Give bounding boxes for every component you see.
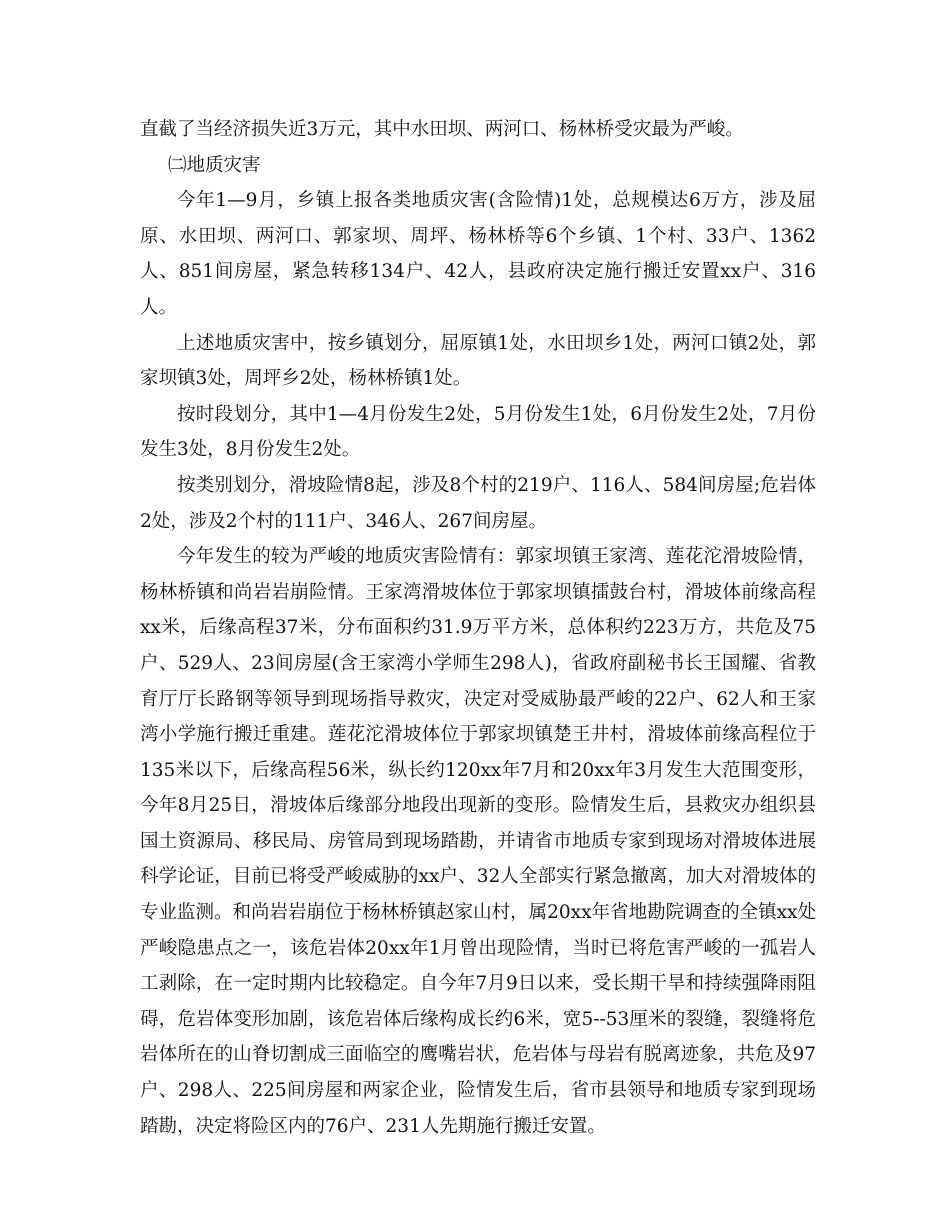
- paragraph-by-period: 按时段划分，其中1—4月份发生2处，5月份发生1处，6月份发生2处，7月份发生3处，8月份发生2处。: [140, 403, 816, 461]
- section-heading-geological-disaster: ㈡地质灾害: [168, 154, 261, 176]
- paragraph-by-category: 按类别划分，滑坡险情8起，涉及8个村的219户、116人、584间房屋;危岩体2处，涉及2个村的111户、346人、267间房屋。: [140, 474, 816, 532]
- paragraph-serious-cases: 今年发生的较为严峻的地质灾害险情有：郭家坝镇王家湾、莲花沱滑坡险情，杨林桥镇和尚岩岩崩险情。王家湾滑坡体位于郭家坝镇擂鼓台村，滑坡体前缘高程xx米，后缘高程37米，分布面积约31.9万平方米，总体积约223万方，共危及75户、529人、23间房屋(含王家湾小学师生298人)，省政府副秘书长王国耀、省教育厅厅长路钢等领导到现场指导救灾，决定对受威胁最严峻的22户、62人和王家湾小学施行搬迁重建。莲花沱滑坡体位于郭家坝镇楚王井村，滑坡体前缘高程位于135米以下，后缘高程56米，纵长约120xx年7月和20xx年3月发生大范围变形，今年8月25日，滑坡体后缘部分地段出现新的变形。险情发生后，县救灾办组织县国土资源局、移民局、房管局到现场踏勘，并请省市地质专家到现场对滑坡体进展科学论证，目前已将受严峻威胁的xx户、32人全部实行紧急撤离，加大对滑坡体的专业监测。和尚岩岩崩位于杨林桥镇赵家山村，属20xx年省地勘院调查的全镇xx处严峻隐患点之一，该危岩体20xx年1月曾出现险情，当时已将危害严峻的一孤岩人工剥除，在一定时期内比较稳定。自今年7月9日以来，受长期干旱和持续强降雨阻碍，危岩体变形加剧，该危岩体后缘构成长约6米，宽5--53厘米的裂缝，裂缝将危岩体所在的山脊切割成三面临空的鹰嘴岩状，危岩体与母岩有脱离迹象，共危及97户、298人、225间房屋和两家企业，险情发生后，省市县领导和地质专家到现场踏勘，决定将险区内的76户、231人先期施行搬迁安置。: [140, 546, 816, 1137]
- paragraph-continuation: 直截了当经济损失近3万元，其中水田坝、两河口、杨林桥受灾最为严峻。: [140, 119, 744, 140]
- paragraph-summary: 今年1—9月，乡镇上报各类地质灾害(含险情)1处，总规模达6万方，涉及屈原、水田坝、两河口、郭家坝、周坪、杨林桥等6个乡镇、1个村、33户、1362人、851间房屋，紧急转移134户、42人，县政府决定施行搬迁安置xx户、316人。: [140, 190, 816, 318]
- document-page: [140, 112, 816, 1144]
- paragraph-by-township: 上述地质灾害中，按乡镇划分，屈原镇1处，水田坝乡1处，两河口镇2处，郭家坝镇3处，周坪乡2处，杨林桥镇1处。: [140, 332, 816, 390]
